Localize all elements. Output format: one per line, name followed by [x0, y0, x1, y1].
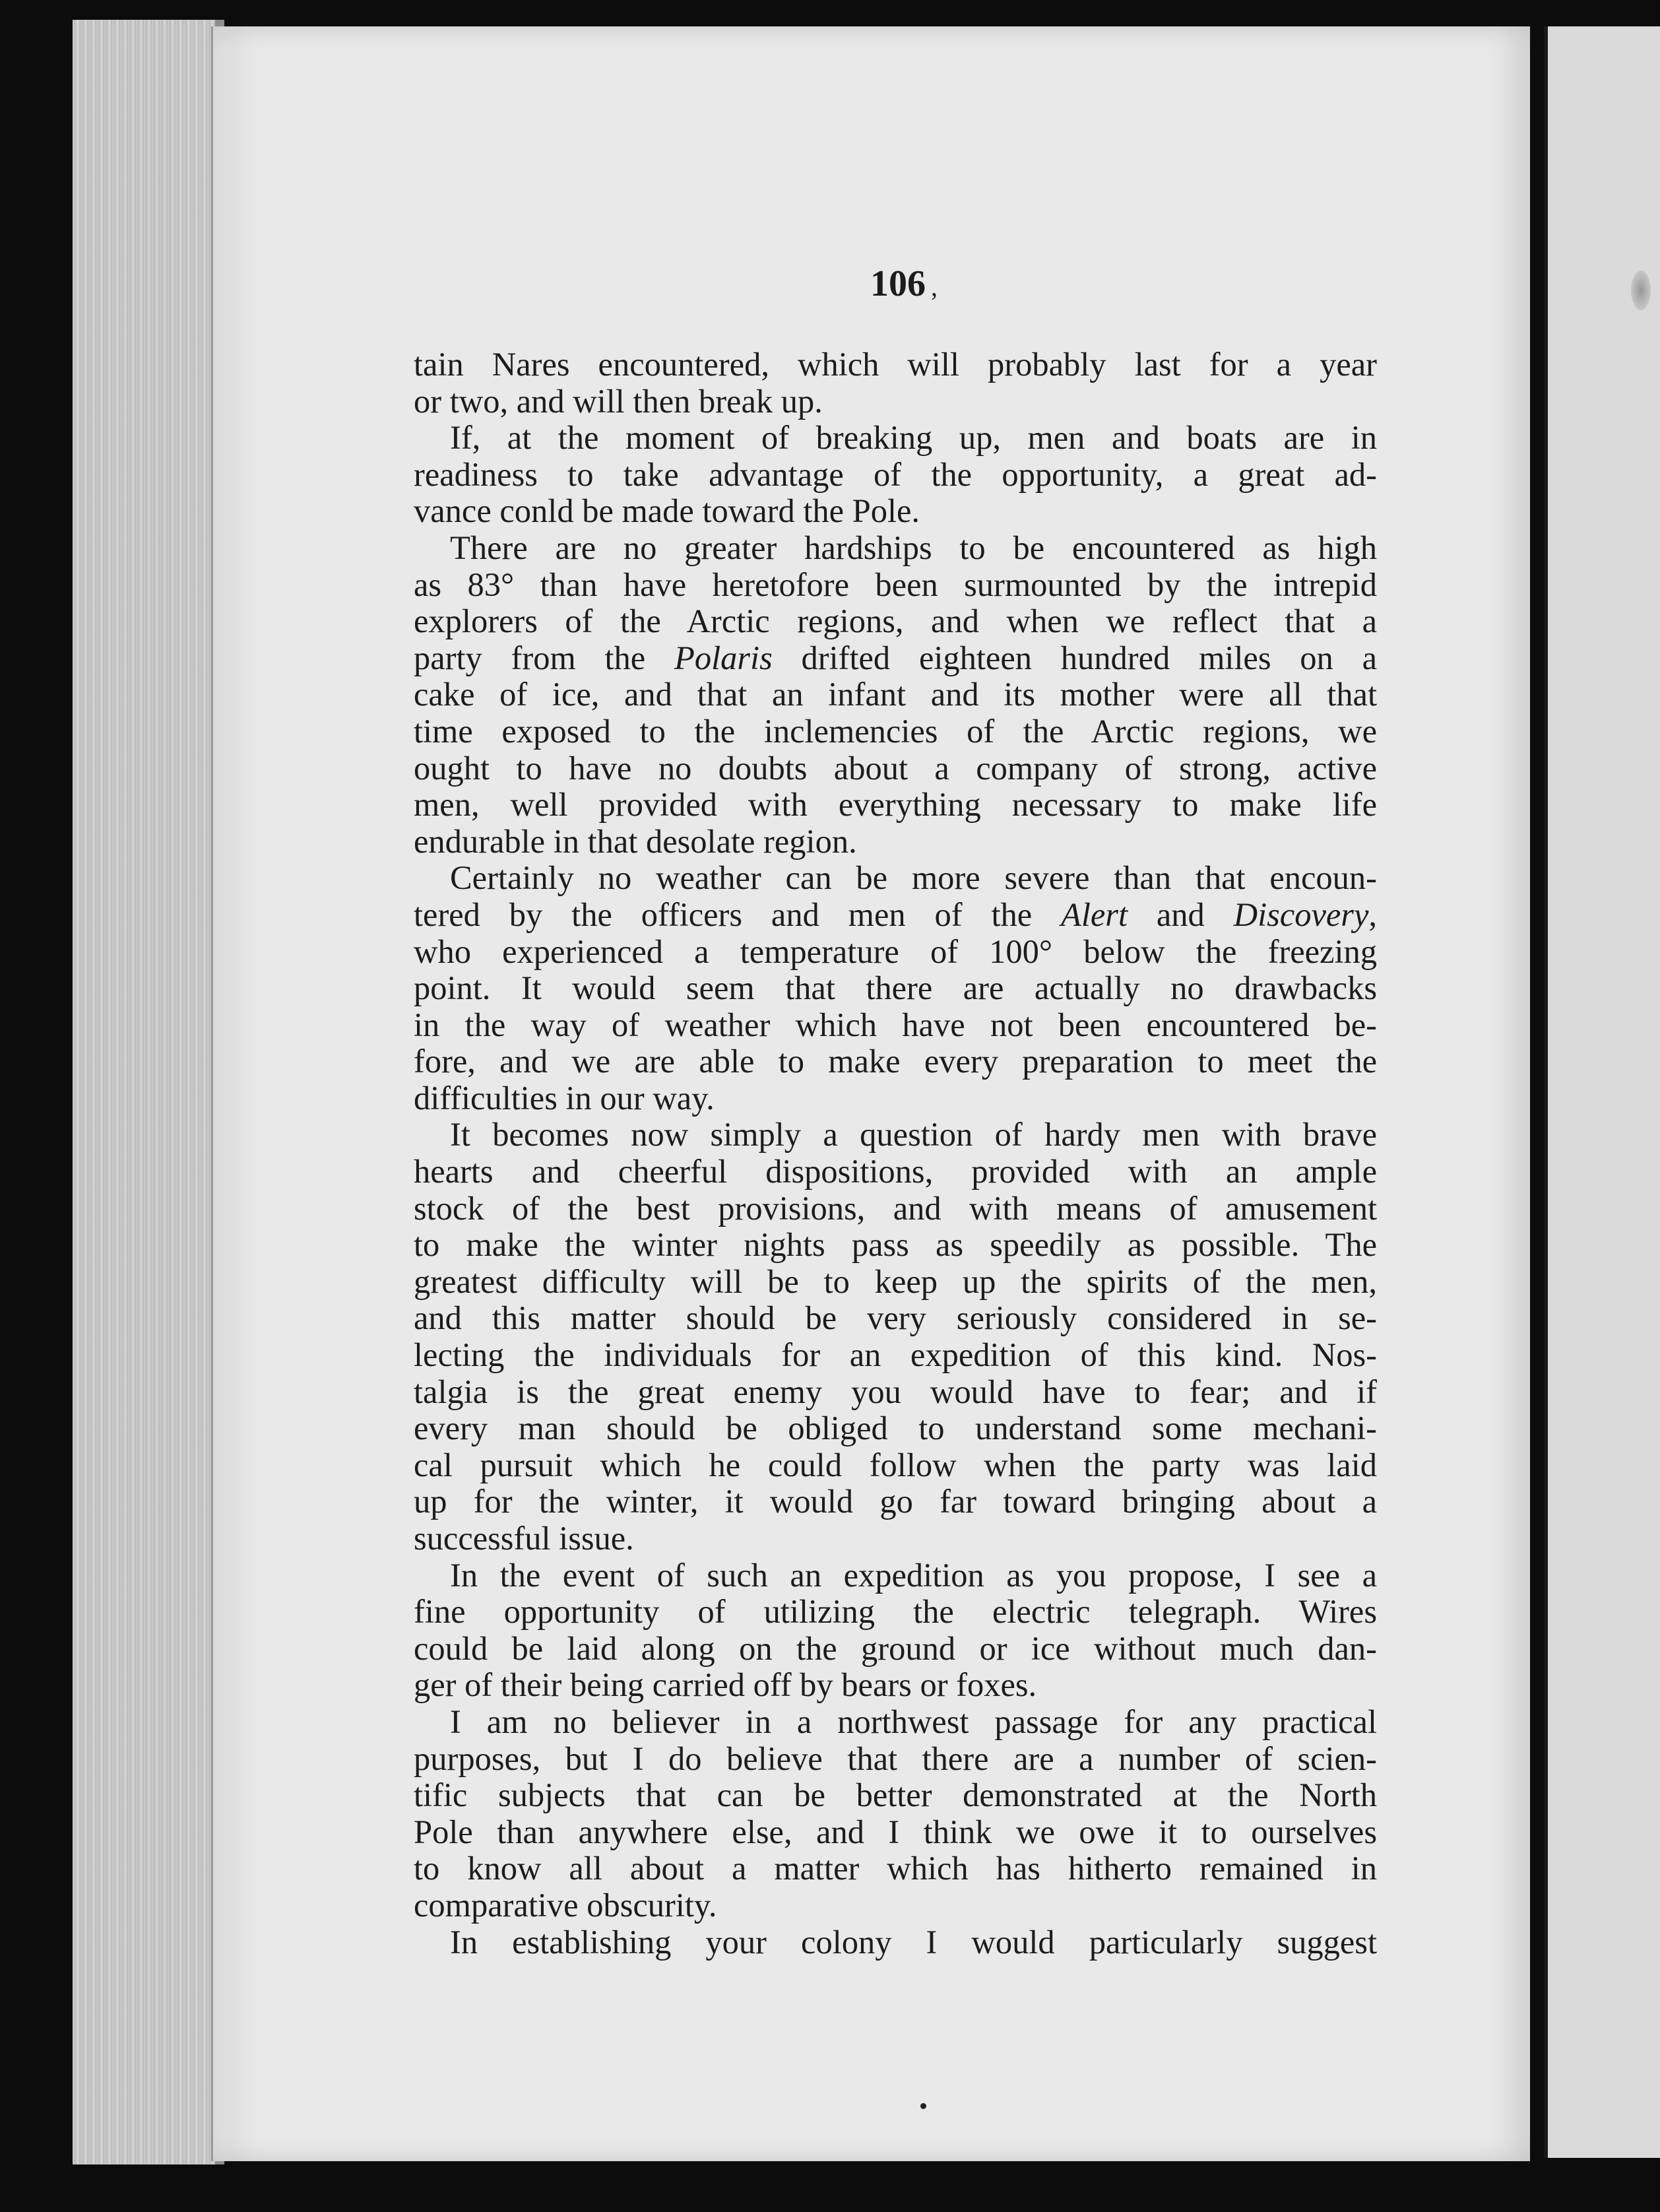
- text-line: It becomes now simply a question of hardy men with brave: [450, 1117, 1377, 1154]
- text-line: Pole than anywhere else, and I think we owe it to ourselves: [414, 1813, 1377, 1850]
- text-line: and this matter should be very seriously considered in se-: [414, 1300, 1377, 1337]
- text-line: endurable in that desolate region.: [414, 823, 857, 860]
- text-line: stock of the best provisions, and with means of amusement: [414, 1190, 1377, 1227]
- text-line: or two, and will then break up.: [414, 383, 823, 420]
- text-line: hearts and cheerful dispositions, provided with an ample: [414, 1154, 1377, 1190]
- text-line: in the way of weather which have not been encountered be-: [414, 1006, 1377, 1043]
- page-smudge: [1631, 271, 1651, 310]
- text-line: purposes, but I do believe that there are a number of scien-: [414, 1740, 1377, 1777]
- text-line: Certainly no weather can be more severe than that encoun-: [450, 860, 1377, 897]
- text-line: fine opportunity of utilizing the electric telegraph. Wires: [414, 1594, 1377, 1631]
- text-line: men, well provided with everything necessary to make life: [414, 787, 1377, 824]
- text-line: time exposed to the inclemencies of the Arctic regions, we: [414, 713, 1377, 750]
- text-line: fore, and we are able to make every preparation to meet the: [414, 1043, 1377, 1080]
- text-line: There are no greater hardships to be encountered as high: [450, 529, 1377, 566]
- text-line: to know all about a matter which has hitherto remained in: [414, 1850, 1377, 1887]
- body-text: [414, 346, 1377, 1961]
- page-number-mark: ,: [931, 272, 938, 302]
- text-line: readiness to take advantage of the opportunity, a great ad-: [414, 456, 1377, 493]
- text-line: ger of their being carried off by bears or foxes.: [414, 1667, 1037, 1704]
- text-line: point. It would seem that there are actually no drawbacks: [414, 970, 1377, 1007]
- text-line: tific subjects that can be better demonstrated at the North: [414, 1777, 1377, 1814]
- text-line: greatest difficulty will be to keep up the spirits of the men,: [414, 1263, 1377, 1300]
- text-line: In establishing your colony I would particularly suggest: [450, 1924, 1377, 1961]
- page-dot: [920, 2103, 926, 2109]
- text-line: cake of ice, and that an infant and its mother were all that: [414, 676, 1377, 713]
- text-line: could be laid along on the ground or ice without much dan-: [414, 1630, 1377, 1667]
- text-line: explorers of the Arctic regions, and when we reflect that a: [414, 603, 1377, 640]
- text-line: successful issue.: [414, 1520, 634, 1557]
- adjacent-page: [1544, 26, 1660, 2158]
- text-line: tain Nares encountered, which will probably last for a year: [414, 346, 1377, 383]
- text-line: If, at the moment of breaking up, men and boats are in: [450, 420, 1377, 457]
- page-number: 106 ,: [870, 263, 938, 304]
- text-line: vance conld be made toward the Pole.: [414, 493, 920, 530]
- text-line: difficulties in our way.: [414, 1080, 715, 1117]
- text-line: In the event of such an expedition as you propose, I see a: [450, 1557, 1377, 1594]
- text-line: party from the Polaris drifted eighteen hundred miles on a: [414, 639, 1377, 676]
- text-line: who experienced a temperature of 100° below the freezing: [414, 933, 1377, 970]
- text-line: I am no believer in a northwest passage for any practical: [450, 1703, 1377, 1740]
- text-line: to make the winter nights pass as speedily as possible. The: [414, 1227, 1377, 1264]
- text-line: talgia is the great enemy you would have to fear; and if: [414, 1373, 1377, 1410]
- text-line: up for the winter, it would go far toward bringing about a: [414, 1483, 1377, 1520]
- text-line: lecting the individuals for an expedition of this kind. Nos-: [414, 1337, 1377, 1374]
- text-line: tered by the officers and men of the Alert and Discovery,: [414, 896, 1377, 933]
- text-line: cal pursuit which he could follow when the party was laid: [414, 1447, 1377, 1483]
- text-line: ought to have no doubts about a company of strong, active: [414, 750, 1377, 787]
- text-line: every man should be obliged to understand some mechani-: [414, 1410, 1377, 1447]
- page-edges: [73, 20, 224, 2164]
- text-line: comparative obscurity.: [414, 1887, 717, 1924]
- text-line: as 83° than have heretofore been surmounted by the intrepid: [414, 566, 1377, 603]
